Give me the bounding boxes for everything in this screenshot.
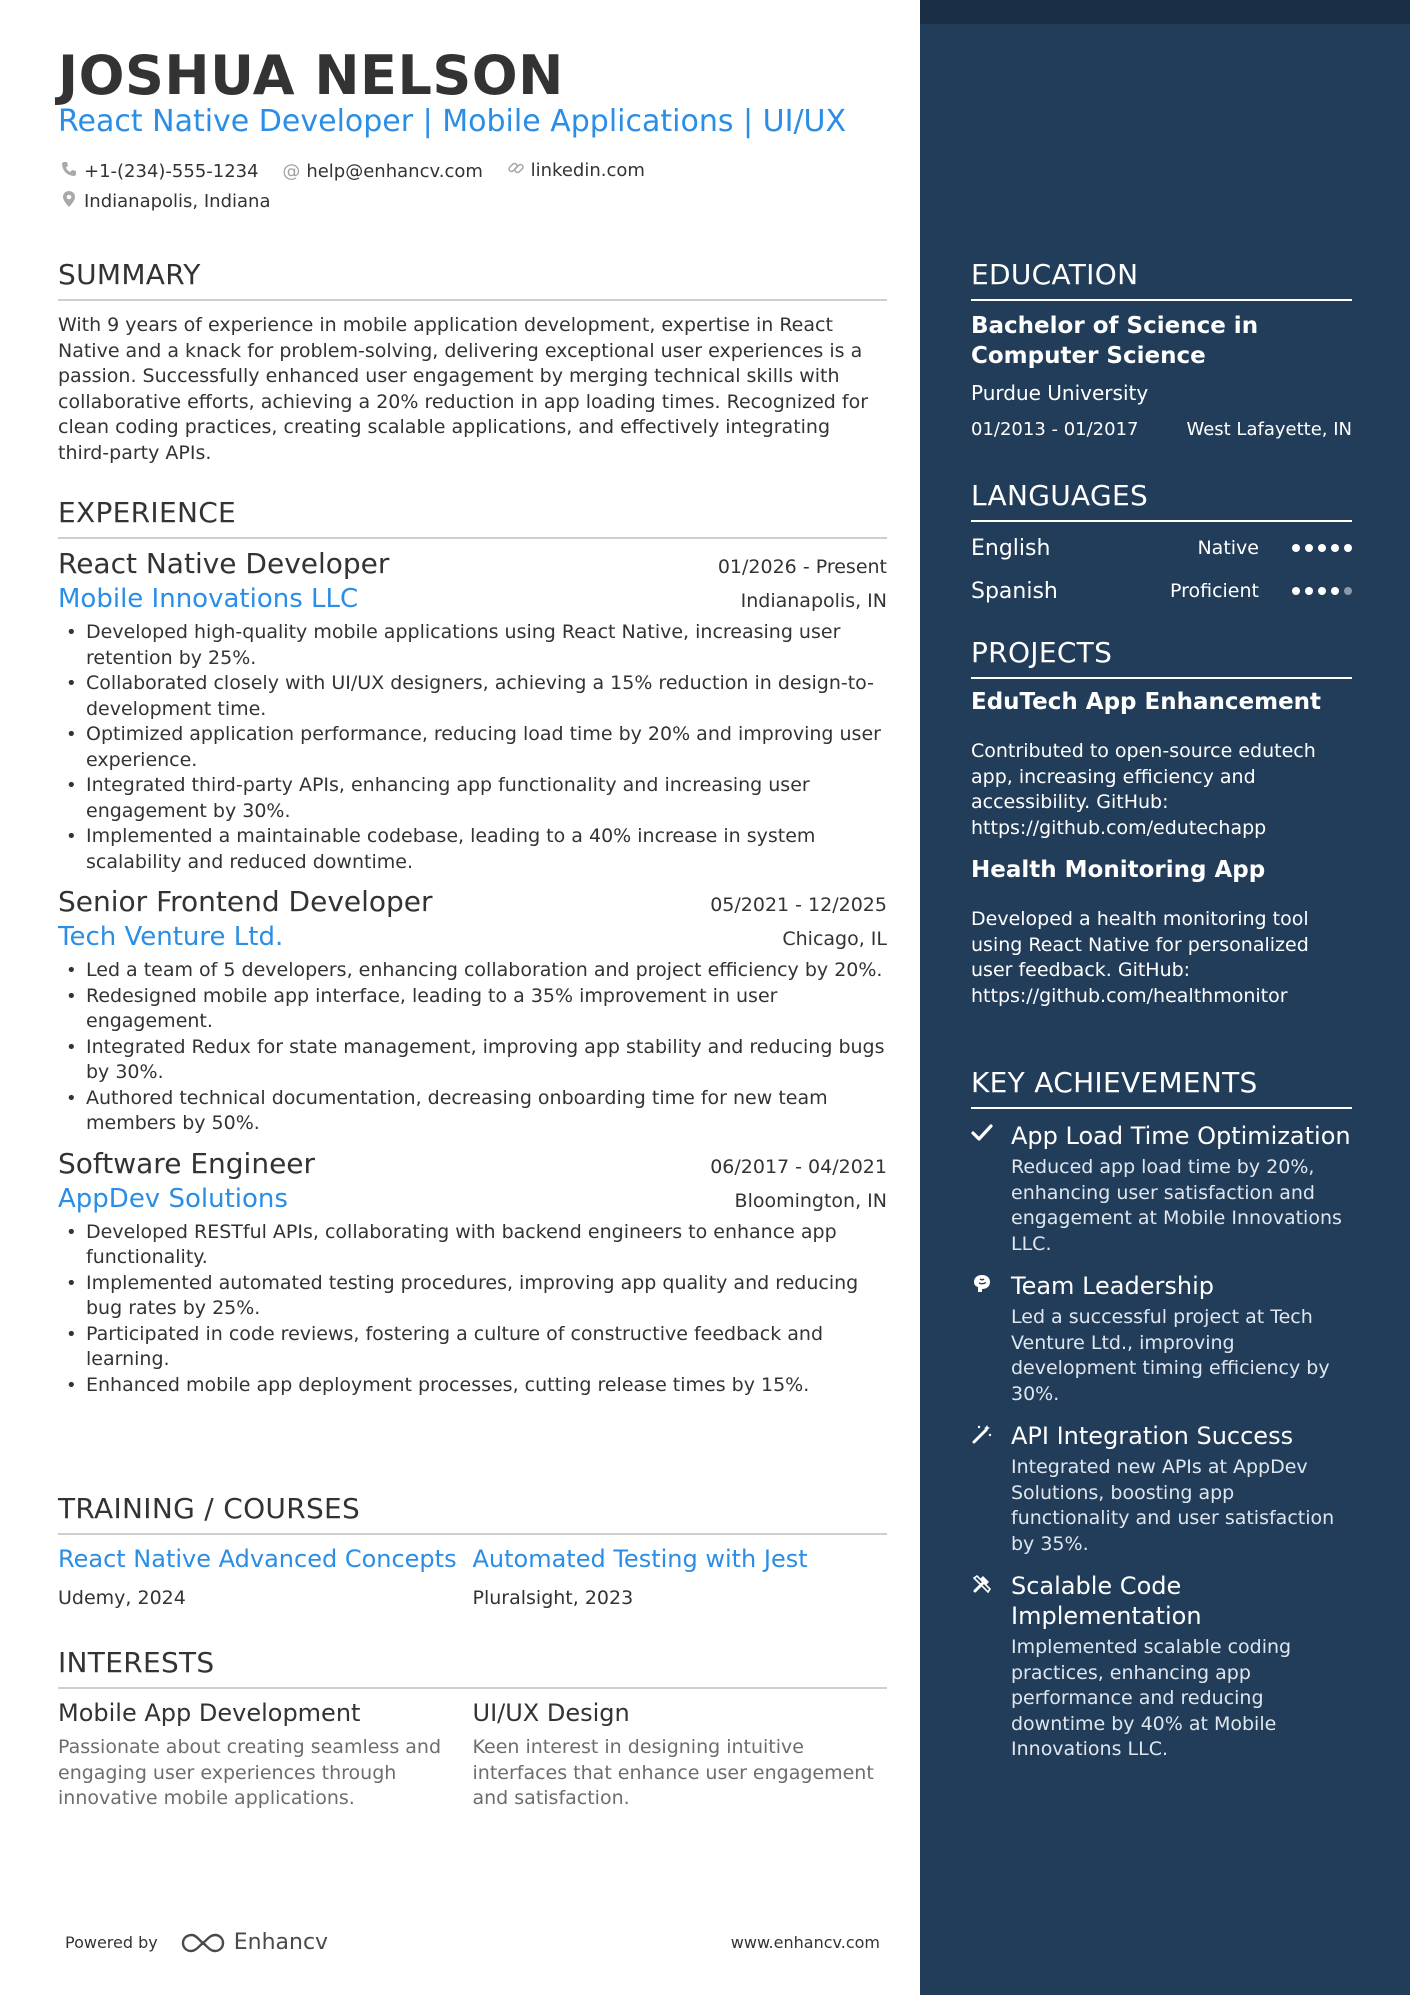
education-location: West Lafayette, IN — [1186, 419, 1352, 440]
achievement-item — [971, 1571, 1352, 1763]
contact-info — [58, 158, 898, 213]
rating-dot — [1344, 544, 1352, 552]
brand-name: Enhancv — [233, 1930, 329, 1955]
linkedin-text: linkedin.com — [530, 159, 645, 181]
tools-icon — [971, 1571, 1011, 1763]
enhancv-logo[interactable] — [180, 1930, 328, 1955]
language-name: English — [971, 535, 1051, 561]
experience-section — [58, 496, 887, 1398]
bullet-item: • Integrated third-party APIs, enhancing app functionality and increasing user engagement by 30%. — [58, 773, 887, 824]
project-item — [971, 689, 1352, 841]
summary-section — [58, 258, 887, 466]
language-item — [971, 575, 1352, 607]
achievements-section — [971, 1066, 1352, 1763]
achievement-description: Reduced app load time by 20%, enhancing user satisfaction and engagement at Mobile Innovations LLC. — [1011, 1156, 1342, 1255]
job-location: Bloomington, IN — [734, 1189, 887, 1212]
language-name: Spanish — [971, 578, 1058, 604]
bullet-item: • Redesigned mobile app interface, leading to a 35% improvement in user engagement. — [58, 984, 887, 1035]
course-title: Automated Testing with Jest — [472, 1545, 808, 1573]
headline: React Native Developer | Mobile Applications | UI/UX — [58, 104, 847, 139]
job-title: Software Engineer — [58, 1146, 316, 1180]
job-location: Chicago, IL — [782, 928, 887, 950]
rating-dot — [1318, 544, 1326, 552]
project-title: EduTech App Enhancement — [971, 689, 1322, 715]
language-rating — [1287, 587, 1352, 595]
rating-dot — [1292, 544, 1300, 552]
powered-by-label: Powered by — [65, 1933, 158, 1952]
project-item — [971, 857, 1352, 1009]
company-name: Mobile Innovations LLC — [58, 584, 359, 614]
languages-section — [971, 479, 1352, 607]
location-text: Indianapolis, Indiana — [84, 190, 271, 212]
bullet-item: • Participated in code reviews, fostering a culture of constructive feedback and learning. — [58, 1322, 887, 1373]
rating-dot — [1305, 587, 1313, 595]
language-level: Native — [1197, 537, 1259, 559]
phone-contact[interactable] — [58, 159, 259, 183]
at-icon: @ — [282, 160, 301, 182]
job-bullets — [58, 1220, 887, 1399]
interest-description: Passionate about creating seamless and engaging user experiences through innovative mobile applications. — [58, 1736, 442, 1809]
project-description: Developed a health monitoring tool using React Native for personalized user feedback. GitHub: https://github.com/healthmonitor — [971, 908, 1309, 1007]
projects-section — [971, 636, 1352, 1009]
achievement-title: Scalable Code Implementation — [1011, 1572, 1202, 1630]
sidebar-top-bar — [920, 0, 1410, 24]
achievement-description: Implemented scalable coding practices, enhancing app performance and reducing downtime by 40% at Mobile Innovations LLC. — [1011, 1636, 1292, 1760]
section-title: KEY ACHIEVEMENTS — [971, 1066, 1352, 1109]
interest-item — [473, 1699, 888, 1812]
project-description: Contributed to open-source edutech app, increasing efficiency and accessibility. GitHub: https://github.com/edutechapp — [971, 740, 1316, 839]
bullet-item: • Collaborated closely with UI/UX designers, achieving a 15% reduction in design-to-development time. — [58, 671, 887, 722]
rating-dot — [1305, 544, 1313, 552]
section-title: EDUCATION — [971, 258, 1352, 301]
achievement-description: Led a successful project at Tech Venture Ltd., improving development timing efficiency by 30%. — [1011, 1306, 1330, 1405]
footer-url[interactable]: www.enhancv.com — [730, 1933, 880, 1952]
job-location: Indianapolis, IN — [740, 590, 887, 612]
section-title: LANGUAGES — [971, 479, 1352, 522]
bullet-item: • Optimized application performance, reducing load time by 20% and improving user experience. — [58, 722, 887, 773]
job-date: 06/2017 - 04/2021 — [710, 1155, 887, 1178]
job-title: React Native Developer — [58, 547, 390, 580]
achievement-title: Team Leadership — [1011, 1272, 1214, 1300]
phone-icon — [58, 161, 80, 182]
bullet-item: • Developed high-quality mobile applications using React Native, increasing user retention by 25%. — [58, 620, 887, 671]
section-title: INTERESTS — [58, 1646, 887, 1689]
check-icon — [971, 1121, 1011, 1257]
language-item — [971, 532, 1352, 564]
bullet-item: • Implemented a maintainable codebase, leading to a 40% increase in system scalability and reduced downtime. — [58, 824, 887, 875]
bullet-item: • Authored technical documentation, decreasing onboarding time for new team members by 50%. — [58, 1086, 887, 1137]
education-school: Purdue University — [971, 381, 1149, 405]
training-section — [58, 1492, 887, 1609]
job-date: 01/2026 - Present — [717, 556, 887, 578]
job-date: 05/2021 - 12/2025 — [710, 894, 887, 916]
candidate-name: JOSHUA NELSON — [58, 44, 564, 107]
company-name: AppDev Solutions — [58, 1183, 288, 1214]
achievement-title: App Load Time Optimization — [1011, 1122, 1351, 1150]
linkedin-contact[interactable] — [505, 158, 645, 182]
rating-dot — [1331, 587, 1339, 595]
job-entry — [58, 885, 887, 1137]
section-title: EXPERIENCE — [58, 496, 887, 539]
job-entry — [58, 1147, 887, 1399]
job-bullets — [58, 620, 887, 875]
enhancv-logo-icon — [180, 1931, 226, 1955]
rating-dot — [1331, 544, 1339, 552]
email-text: help@enhancv.com — [306, 160, 483, 182]
phone-text: +1-(234)-555-1234 — [84, 160, 259, 182]
course-title: React Native Advanced Concepts — [58, 1545, 457, 1573]
language-rating — [1287, 544, 1352, 552]
bullet-item: • Implemented automated testing procedures, improving app quality and reducing bug rates by 25%. — [58, 1271, 887, 1322]
education-degree: Bachelor of Science in Computer Science — [971, 313, 1259, 369]
bullet-item: • Led a team of 5 developers, enhancing collaboration and project efficiency by 20%. — [58, 958, 887, 984]
job-title: Senior Frontend Developer — [58, 885, 433, 918]
interest-title: UI/UX Design — [472, 1699, 630, 1727]
section-title: SUMMARY — [58, 258, 887, 301]
location-contact — [58, 189, 271, 213]
link-icon — [505, 159, 527, 182]
achievement-item — [971, 1421, 1352, 1557]
job-entry — [58, 547, 887, 875]
course-meta: Udemy, 2024 — [58, 1587, 186, 1609]
language-level: Proficient — [1169, 580, 1259, 602]
interests-section — [58, 1646, 887, 1812]
summary-text: With 9 years of experience in mobile application development, expertise in React Native and a knack for problem-solving, delivering exceptional user experiences is a passion. Successfully enhanced user engagement by merging technical skills with collaborative efforts, achieving a 20% reduction in app loading times. Recognized for clean coding practices, creating scalable applications, and effectively integrating third-party APIs. — [58, 314, 869, 464]
achievement-item — [971, 1271, 1352, 1407]
rating-dot — [1318, 587, 1326, 595]
project-title: Health Monitoring App — [971, 857, 1266, 883]
achievement-title: API Integration Success — [1011, 1422, 1294, 1450]
achievement-description: Integrated new APIs at AppDev Solutions, boosting app functionality and user satisfaction by 35%. — [1011, 1456, 1335, 1555]
section-title: PROJECTS — [971, 636, 1352, 679]
interest-item — [58, 1699, 473, 1812]
education-dates: 01/2013 - 01/2017 — [971, 419, 1139, 440]
company-name: Tech Venture Ltd. — [58, 922, 284, 952]
course-meta: Pluralsight, 2023 — [472, 1587, 634, 1609]
job-bullets — [58, 958, 887, 1137]
brain-icon — [971, 1271, 1011, 1407]
interest-title: Mobile App Development — [58, 1699, 361, 1727]
magic-wand-icon — [971, 1421, 1011, 1557]
location-pin-icon — [58, 190, 80, 213]
education-section — [971, 258, 1352, 440]
bullet-item: • Developed RESTful APIs, collaborating with backend engineers to enhance app functionality. — [58, 1220, 887, 1271]
course-item — [473, 1545, 888, 1609]
section-title: TRAINING / COURSES — [58, 1492, 887, 1535]
sidebar-column — [920, 0, 1410, 1995]
rating-dot — [1292, 587, 1300, 595]
achievement-item — [971, 1121, 1352, 1257]
bullet-item: • Enhanced mobile app deployment processes, cutting release times by 15%. — [58, 1373, 887, 1399]
bullet-item: • Integrated Redux for state management, improving app stability and reducing bugs by 30%. — [58, 1035, 887, 1086]
email-contact[interactable] — [280, 159, 483, 183]
interest-description: Keen interest in designing intuitive interfaces that enhance user engagement and satisfaction. — [472, 1736, 874, 1809]
course-item — [58, 1545, 473, 1609]
rating-dot — [1344, 587, 1352, 595]
footer — [65, 1930, 880, 1955]
